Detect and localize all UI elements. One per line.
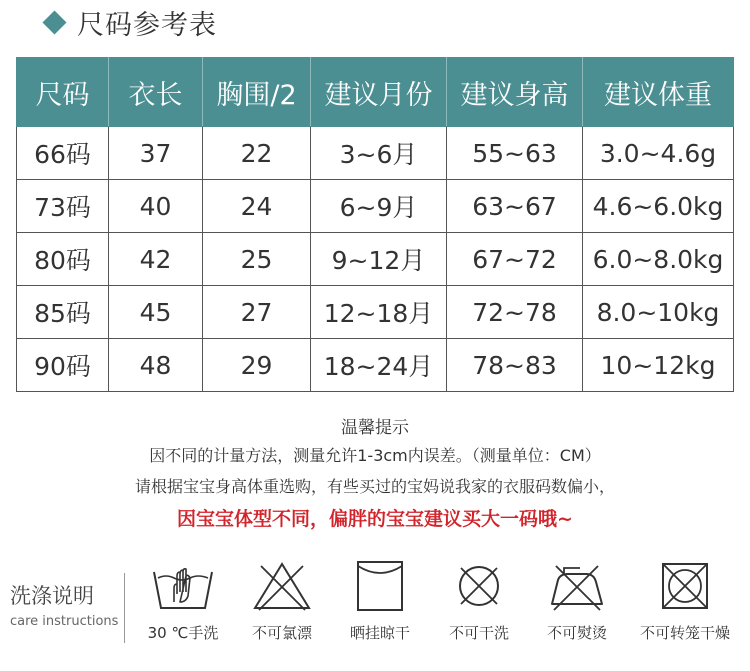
care-item-no-iron <box>522 558 632 643</box>
care-item-label: 不可干洗 <box>448 624 509 642</box>
care-item-label: 30 ℃手洗 <box>147 624 219 642</box>
notes-line: 因不同的计量方法，测量允许1-3cm内误差。（测量单位：CM） <box>149 446 601 465</box>
diamond-icon <box>42 10 66 34</box>
table-cell: 37 <box>109 127 203 180</box>
table-row <box>17 180 734 233</box>
header-weight: 建议体重 <box>583 58 734 127</box>
care-label-zh: 洗涤说明 <box>10 584 94 608</box>
care-item-label: 不可转笼干燥 <box>639 624 730 642</box>
table-cell: 22 <box>203 127 311 180</box>
table-cell: 8.0~10kg <box>583 286 734 339</box>
care-divider <box>124 573 125 643</box>
table-cell: 80码 <box>17 233 109 286</box>
page-title: 尺码参考表 <box>77 9 217 41</box>
no-tumble-dry-icon <box>652 558 718 614</box>
table-cell: 67~72 <box>447 233 583 286</box>
table-cell: 10~12kg <box>583 339 734 392</box>
table-cell: 6~9月 <box>311 180 447 233</box>
table-cell: 63~67 <box>447 180 583 233</box>
table-cell: 27 <box>203 286 311 339</box>
table-cell: 72~78 <box>447 286 583 339</box>
no-iron-icon <box>544 558 610 614</box>
header-size: 尺码 <box>17 58 109 127</box>
table-cell: 55~63 <box>447 127 583 180</box>
header-chest: 胸围/2 <box>203 58 311 127</box>
notes-line: 请根据宝宝身高体重选购，有些买过的宝妈说我家的衣服码数偏小， <box>134 477 615 496</box>
care-item-label: 不可熨烫 <box>546 624 607 642</box>
table-cell: 6.0~8.0kg <box>583 233 734 286</box>
no-dry-clean-icon <box>446 558 512 614</box>
header-height: 建议身高 <box>447 58 583 127</box>
table-cell: 40 <box>109 180 203 233</box>
care-item-label: 不可氯漂 <box>251 624 312 642</box>
care-item-no-tumble-dry <box>630 558 740 643</box>
care-label <box>10 580 118 629</box>
table-cell: 42 <box>109 233 203 286</box>
table-row <box>17 127 734 180</box>
hand-wash-icon <box>150 558 216 614</box>
table-cell: 24 <box>203 180 311 233</box>
size-table <box>16 57 734 392</box>
header-age: 建议月份 <box>311 58 447 127</box>
care-item-no-dry-clean <box>424 558 534 643</box>
table-cell: 48 <box>109 339 203 392</box>
notes-heading: 温馨提示 <box>341 418 409 438</box>
table-cell: 78~83 <box>447 339 583 392</box>
table-cell: 9~12月 <box>311 233 447 286</box>
table-cell: 29 <box>203 339 311 392</box>
table-cell: 66码 <box>17 127 109 180</box>
care-item-label: 晒挂晾干 <box>349 624 410 642</box>
table-cell: 25 <box>203 233 311 286</box>
no-bleach-icon <box>249 558 315 614</box>
care-item-hand-wash <box>128 558 238 643</box>
care-item-no-bleach <box>227 558 337 643</box>
table-cell: 45 <box>109 286 203 339</box>
table-cell: 3~6月 <box>311 127 447 180</box>
hang-dry-icon <box>347 558 413 614</box>
table-row <box>17 339 734 392</box>
table-row <box>17 233 734 286</box>
table-cell: 12~18月 <box>311 286 447 339</box>
title-bar <box>46 2 217 42</box>
care-label-en: care instructions <box>10 614 119 629</box>
table-cell: 90码 <box>17 339 109 392</box>
table-cell: 3.0~4.6g <box>583 127 734 180</box>
header-length: 衣长 <box>109 58 203 127</box>
table-cell: 18~24月 <box>311 339 447 392</box>
table-row <box>17 286 734 339</box>
table-header-row <box>17 58 734 127</box>
table-cell: 73码 <box>17 180 109 233</box>
table-cell: 4.6~6.0kg <box>583 180 734 233</box>
notes-highlight: 因宝宝体型不同，偏胖的宝宝建议买大一码哦~ <box>177 508 573 530</box>
table-cell: 85码 <box>17 286 109 339</box>
care-item-hang-dry <box>325 558 435 643</box>
